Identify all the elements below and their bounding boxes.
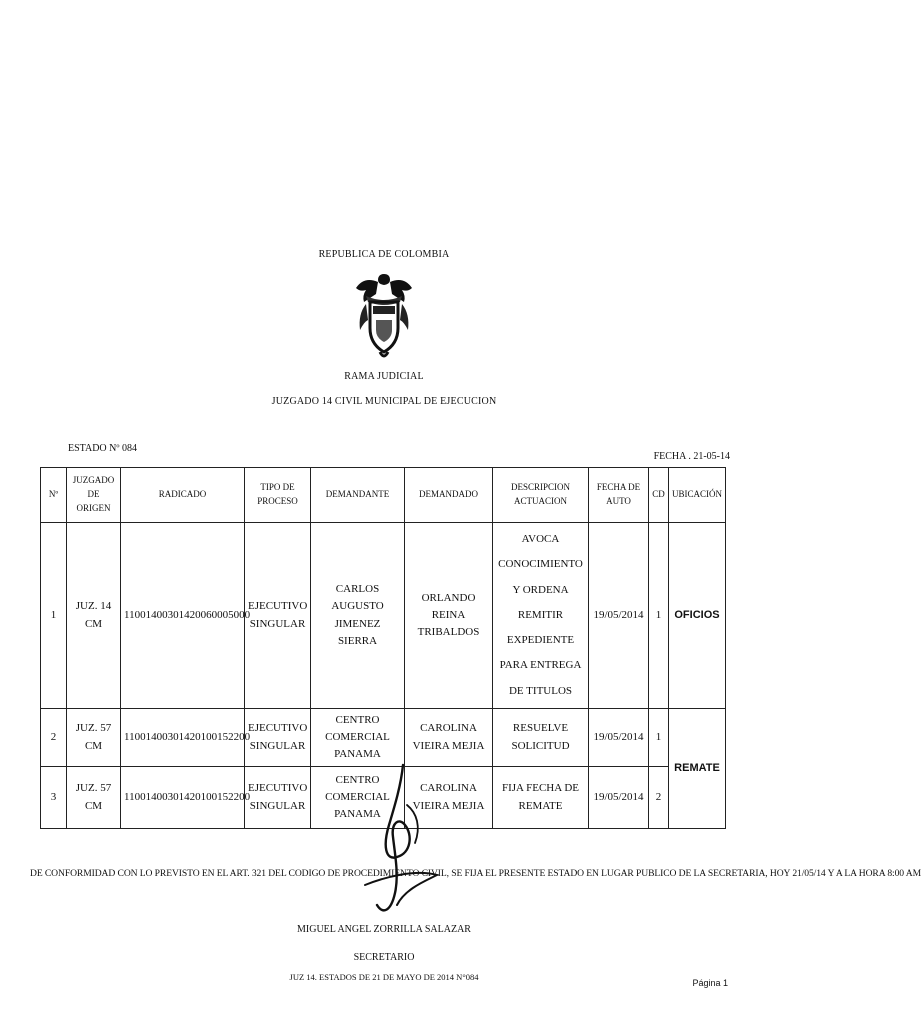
tipo-cell: EJECUTIVO SINGULAR (245, 709, 311, 767)
fecha-cell: 19/05/2014 (589, 767, 649, 829)
signer-title: SECRETARIO (353, 952, 415, 963)
court-title: JUZGADO 14 CIVIL MUNICIPAL DE EJECUCION (271, 396, 497, 407)
branch-title: RAMA JUDICIAL (344, 371, 424, 382)
demandante-cell: CENTRO COMERCIAL PANAMA (311, 709, 405, 767)
coat-of-arms-emblem (344, 268, 424, 364)
column-header: DEMANDADO (405, 468, 493, 523)
column-header: FECHA DE AUTO (589, 468, 649, 523)
fecha-cell: 19/05/2014 (589, 523, 649, 709)
demandante-cell: CARLOS AUGUSTO JIMENEZ SIERRA (311, 523, 405, 709)
juzgado-cell: JUZ. 14 CM (67, 523, 121, 709)
column-header: JUZGADO DE ORIGEN (67, 468, 121, 523)
demandado-cell: ORLANDO REINA TRIBALDOS (405, 523, 493, 709)
demandado-cell: CAROLINA VIEIRA MEJIA (405, 709, 493, 767)
demandado-cell: CAROLINA VIEIRA MEJIA (405, 767, 493, 829)
descripcion-cell: FIJA FECHA DE REMATE (493, 767, 589, 829)
document-reference: JUZ 14. ESTADOS DE 21 DE MAYO DE 2014 N°084 (289, 972, 479, 982)
radicado-cell: 11001400301420100152200 (121, 767, 245, 829)
cd-cell: 2 (649, 767, 669, 829)
descripcion-cell: AVOCA CONOCIMIENTO Y ORDENA REMITIR EXPEDIENTE PARA ENTREGA DE TITULOS (493, 523, 589, 709)
row-number: 2 (41, 709, 67, 767)
page-number: Página 1 (692, 978, 728, 988)
column-header: TIPO DE PROCESO (245, 468, 311, 523)
table-row (41, 709, 726, 767)
ubicacion-cell: OFICIOS (669, 523, 726, 709)
tipo-cell: EJECUTIVO SINGULAR (245, 767, 311, 829)
cd-cell: 1 (649, 523, 669, 709)
column-header: RADICADO (121, 468, 245, 523)
column-header: Nº (41, 468, 67, 523)
ubicacion-cell: REMATE (669, 709, 726, 829)
table-header-row (41, 468, 726, 523)
estado-number: ESTADO Nº 084 (68, 443, 137, 454)
country-title: REPUBLICA DE COLOMBIA (318, 249, 450, 260)
column-header: CD (649, 468, 669, 523)
row-number: 3 (41, 767, 67, 829)
juzgado-cell: JUZ. 57 CM (67, 709, 121, 767)
fecha-cell: 19/05/2014 (589, 709, 649, 767)
handwritten-signature (355, 765, 445, 935)
radicado-cell: 11001400301420060005000 (121, 523, 245, 709)
row-number: 1 (41, 523, 67, 709)
demandante-cell: CENTRO COMERCIAL PANAMA (311, 767, 405, 829)
tipo-cell: EJECUTIVO SINGULAR (245, 523, 311, 709)
column-header: UBICACIÓN (669, 468, 726, 523)
fecha-label: FECHA . 21-05-14 (653, 451, 730, 462)
descripcion-cell: RESUELVE SOLICITUD (493, 709, 589, 767)
table-row (41, 523, 726, 709)
juzgado-cell: JUZ. 57 CM (67, 767, 121, 829)
column-header: DEMANDANTE (311, 468, 405, 523)
cd-cell: 1 (649, 709, 669, 767)
conformity-statement: DE CONFORMIDAD CON LO PREVISTO EN EL ART. 321 DEL CODIGO DE PROCEDIMIENTO CIVIL, SE FIJA EL PRESENTE ESTADO EN LUGAR PUBLICO DE LA SECRETARIA, HOY 21/05/14 Y A LA HORA 8:00 AM (30, 868, 921, 879)
column-header: DESCRIPCION ACTUACION (493, 468, 589, 523)
radicado-cell: 11001400301420100152200 (121, 709, 245, 767)
signer-name: MIGUEL ANGEL ZORRILLA SALAZAR (297, 924, 471, 935)
